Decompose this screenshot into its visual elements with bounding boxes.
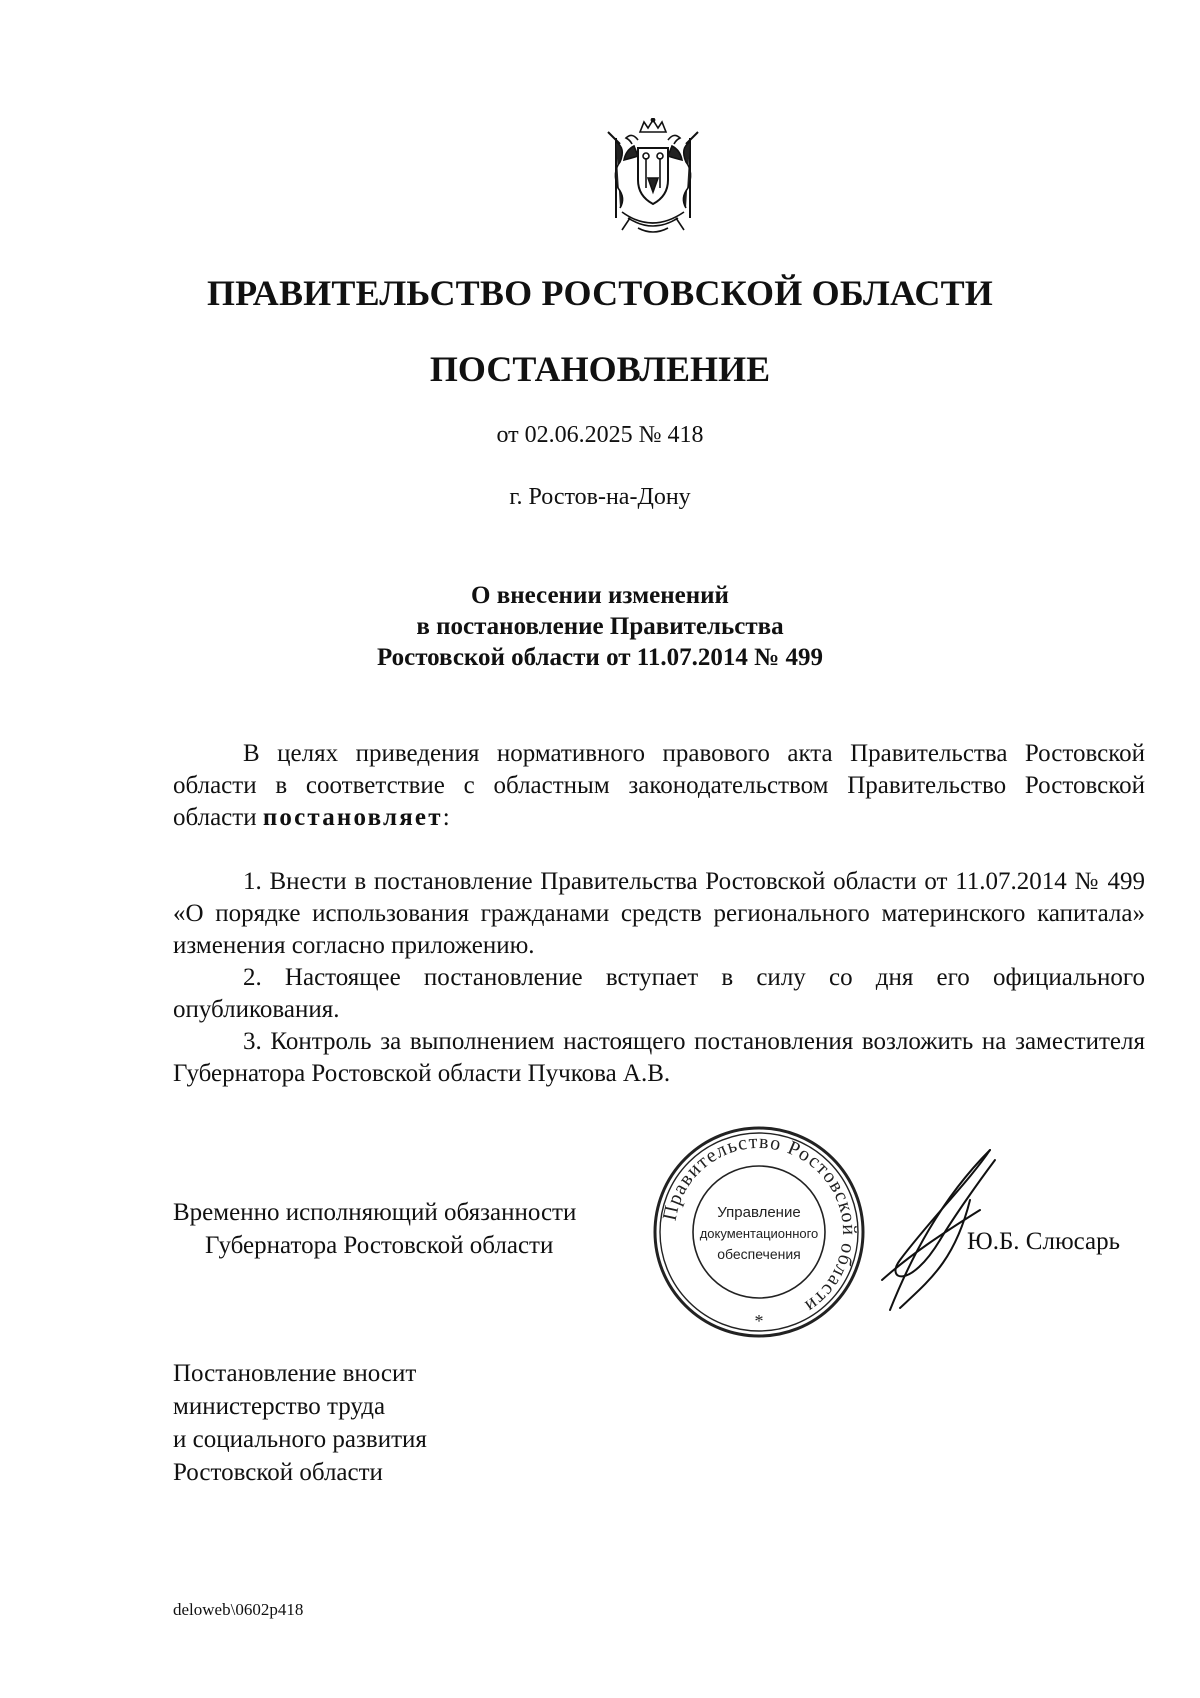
- introduced-by-line: Постановление вносит: [173, 1360, 417, 1387]
- stamp-ring-text: Правительство Ростовской области: [658, 1130, 861, 1318]
- stamp-star: *: [754, 1311, 764, 1331]
- item-text: 1. Внести в постановление Правительства Ростовской области от 11.07.2014 № 499 «О порядке использования гражданами средств регионального материнского капитала» изменения согласно приложению.: [173, 868, 1145, 959]
- document-subject: [0, 580, 1200, 673]
- introduced-by-block: [173, 1357, 427, 1489]
- item-paragraph: [173, 962, 1145, 1026]
- document-city: г. Ростов-на-Дону: [509, 484, 691, 510]
- position-line: Губернатора Ростовской области: [205, 1232, 554, 1259]
- organization-title: ПРАВИТЕЛЬСТВО РОСТОВСКОЙ ОБЛАСТИ: [206, 273, 994, 313]
- item-text: 3. Контроль за выполнением настоящего постановления возложить на заместителя Губернатора Ростовской области Пучкова А.В.: [173, 1028, 1145, 1087]
- document-date-number: от 02.06.2025 № 418: [496, 422, 704, 448]
- stamp-center-text: обеспечения: [717, 1246, 801, 1262]
- file-reference: deloweb\0602p418: [173, 1600, 304, 1619]
- item-paragraph: [173, 866, 1145, 962]
- subject-line: в постановление Правительства: [416, 613, 784, 640]
- position-line: Временно исполняющий обязанности: [173, 1199, 577, 1226]
- item-text: 2. Настоящее постановление вступает в силу со дня его официального опубликования.: [173, 964, 1145, 1023]
- stamp-center-text: Управление: [717, 1204, 801, 1221]
- signatory-name: Ю.Б. Слюсарь: [967, 1228, 1121, 1255]
- preamble-colon: :: [442, 804, 450, 831]
- introduced-by-line: и социального развития: [173, 1426, 427, 1453]
- document-type: ПОСТАНОВЛЕНИЕ: [429, 349, 771, 389]
- subject-line: О внесении изменений: [471, 582, 729, 609]
- subject-line: Ростовской области от 11.07.2014 № 499: [376, 644, 824, 671]
- preamble-text: В целях приведения нормативного правового акта Правительства Ростовской области в соответствие с областным законодательством Правительство Ростовской области: [173, 740, 1145, 831]
- official-stamp: [649, 1122, 869, 1342]
- resolves-word: постановляет: [262, 804, 443, 831]
- preamble-paragraph: [173, 738, 1145, 834]
- stamp-center-text: документационного: [699, 1226, 819, 1241]
- item-paragraph: [173, 1026, 1145, 1090]
- introduced-by-line: министерство труда: [173, 1393, 386, 1420]
- signatory-position: [173, 1196, 643, 1262]
- coat-of-arms-icon: [598, 118, 708, 240]
- introduced-by-line: Ростовской области: [173, 1459, 383, 1486]
